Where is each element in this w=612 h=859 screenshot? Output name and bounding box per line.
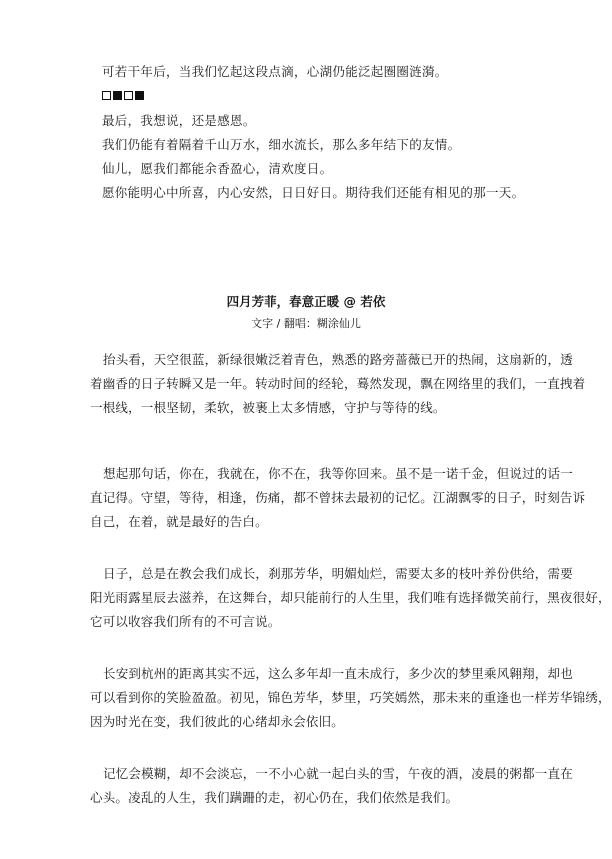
paragraph-line: 它可以收容我们所有的不可言说。 [90,614,281,629]
intro-line-1: 可若干年后，当我们忆起这段点滴，心湖仍能泛起圈圈涟漪。 [102,64,448,79]
paragraph-line: 直记得。守望，等待，相逢，伤痛，都不曾抹去最初的记忆。江湖飘零的日子，时刻告诉 [90,490,586,505]
empty-square-icon [102,91,111,100]
intro-line-2: 最后，我想说，还是感恩。 [102,113,256,128]
paragraph-3 [90,562,611,634]
filled-square-icon [113,91,122,100]
filled-square-icon [135,91,144,100]
paragraph-line: 自己，在着，就是最好的告白。 [90,514,268,529]
intro-line-5: 愿你能明心中所喜，内心安然，日日好日。期待我们还能有相见的那一天。 [102,185,525,200]
paragraph-line: 抬头看，天空很蓝，新绿很嫩泛着青色，熟悉的路旁蔷薇已开的热闹，这扇新的，透 [103,352,573,367]
paragraph-line: 长安到杭州的距离其实不远，这么多年却一直未成行，多少次的梦里乘风翱翔，却也 [103,666,573,681]
paragraph-line: 想起那句话，你在，我就在，你不在，我等你回来。虽不是一诺千金，但说过的话一 [103,466,573,481]
paragraph-line: 记忆会模糊，却不会淡忘，一不小心就一起白头的雪，午夜的酒，凌晨的粥都一直在 [103,766,573,781]
paragraph-4 [90,662,611,734]
intro-line-4: 仙儿，愿我们都能余香盈心，清欢度日。 [102,161,333,176]
paragraph-2 [90,462,586,534]
paragraph-line: 阳光雨露星辰去滋养，在这舞台，却只能前行的人生里，我们唯有选择微笑前行，黑夜很好， [90,590,611,605]
decorative-squares [102,91,144,100]
paragraph-5 [90,762,573,810]
article-byline: 文字 / 翻唱：糊涂仙儿 [251,317,361,330]
paragraph-line: 因为时光在变，我们彼此的心绪却永会依旧。 [90,714,345,729]
paragraph-line: 一根线，一根坚韧，柔软，被裹上太多情感，守护与等待的线。 [90,400,446,415]
paragraph-line: 可以看到你的笑脸盈盈。初见，锦色芳华，梦里，巧笑嫣然，那未来的重逢也一样芳华锦绣， [90,690,611,705]
intro-line-3: 我们仍能有着隔着千山万水，细水流长，那么多年结下的友情。 [102,137,461,152]
paragraph-line: 着幽香的日子转瞬又是一年。转动时间的经轮，蓦然发现，飘在网络里的我们，一直拽着 [90,376,586,391]
paragraph-line: 日子，总是在教会我们成长，刹那芳华，明媚灿烂，需要太多的枝叶养份供给，需要 [103,566,573,581]
empty-square-icon [124,91,133,100]
paragraph-1 [90,348,586,420]
article-title: 四月芳菲，春意正暖 @ 若依 [226,294,386,309]
paragraph-line: 心头。凌乱的人生，我们蹒跚的走，初心仍在，我们依然是我们。 [90,790,459,805]
